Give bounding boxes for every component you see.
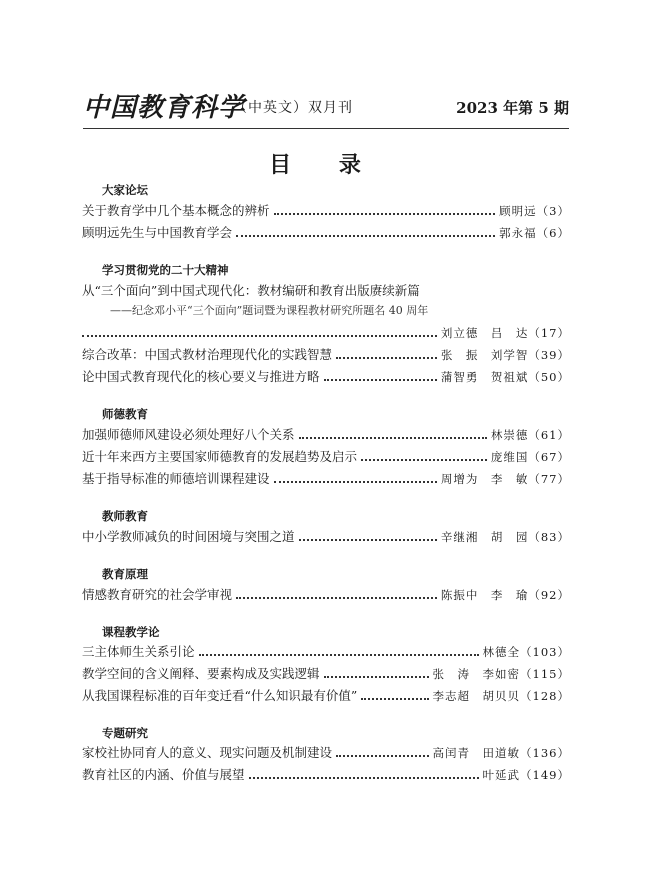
toc-entry[interactable] (82, 346, 570, 364)
entry-authors: 陈振中 李 瑜（92） (440, 588, 570, 602)
entry-subtitle: ——纪念邓小平“三个面向”题词暨为课程教材研究所题名 40 周年 (110, 304, 429, 317)
dot-leader (274, 481, 437, 483)
toc-entry[interactable] (82, 470, 570, 488)
toc-entry[interactable] (82, 324, 570, 342)
toc-entry[interactable] (82, 528, 570, 546)
entry-authors: 周增为 李 敏（77） (440, 472, 570, 486)
entry-authors: 张 涛 李如密（115） (432, 667, 570, 681)
section-heading: 师德教育 (102, 407, 148, 421)
entry-authors: 刘立德 吕 达（17） (440, 326, 570, 340)
section-heading: 教育原理 (102, 567, 148, 581)
entry-title: 家校社协同育人的意义、现实问题及机制建设 (82, 745, 333, 760)
entry-title: 论中国式教育现代化的核心要义与推进方略 (82, 369, 320, 384)
section-heading: 学习贯彻党的二十大精神 (102, 263, 229, 277)
toc-entry[interactable] (82, 368, 570, 386)
entry-authors: 郭永福（6） (499, 226, 570, 240)
entry-title: 基于指导标准的师德培训课程建设 (82, 471, 270, 486)
dot-leader (361, 698, 428, 700)
toc-entry[interactable] (82, 202, 570, 220)
dot-leader (336, 755, 429, 757)
journal-masthead: 中国教育科学 (83, 93, 246, 123)
entry-title: 情感教育研究的社会学审视 (82, 587, 233, 602)
toc-entry[interactable] (82, 766, 570, 784)
entry-authors: 顾明远（3） (499, 204, 570, 218)
entry-authors: 林崇德（61） (490, 428, 570, 442)
entry-authors: 林德全（103） (482, 645, 570, 659)
entry-title: 中小学教师减负的时间困境与突围之道 (82, 529, 295, 544)
entry-authors: 庞维国（67） (490, 450, 570, 464)
entry-authors: 叶延武（149） (482, 768, 570, 782)
entry-title: 教学空间的含义阐释、要素构成及实践逻辑 (82, 666, 320, 681)
dot-leader (249, 777, 479, 779)
entry-title[interactable]: 从“三个面向”到中国式现代化：教材编研和教育出版赓续新篇 (82, 283, 420, 298)
dot-leader (324, 676, 429, 678)
dot-leader (336, 357, 437, 359)
toc-entry[interactable] (82, 426, 570, 444)
toc-entry[interactable] (82, 744, 570, 762)
entry-title: 近十年来西方主要国家师德教育的发展趋势及启示 (82, 449, 358, 464)
dot-leader (324, 379, 437, 381)
section-heading: 教师教育 (102, 509, 148, 523)
dot-leader (274, 213, 496, 215)
entry-authors: 蒲智勇 贺祖斌（50） (440, 370, 570, 384)
entry-authors: 高闰青 田道敏（136） (432, 746, 570, 760)
issue-number: 2023 年第 5 期 (456, 99, 569, 117)
entry-title: 教育社区的内涵、价值与展望 (82, 767, 245, 782)
toc-entry[interactable] (82, 687, 570, 705)
journal-header (83, 92, 569, 129)
toc-entry[interactable] (82, 586, 570, 604)
entry-authors: 李志超 胡贝贝（128） (432, 689, 570, 703)
dot-leader (199, 654, 479, 656)
dot-leader (299, 539, 437, 541)
dot-leader (236, 235, 495, 237)
dot-leader (236, 597, 437, 599)
toc-entry[interactable] (82, 448, 570, 466)
dot-leader (299, 437, 487, 439)
toc-title: 目 录 (269, 153, 381, 178)
section-heading: 课程教学论 (102, 625, 160, 639)
entry-title: 顾明远先生与中国教育学会 (82, 225, 233, 240)
entry-title: 加强师德师风建设必须处理好八个关系 (82, 427, 295, 442)
entry-title: 从我国课程标准的百年变迁看“什么知识最有价值” (82, 688, 358, 703)
entry-authors: 张 振 刘学智（39） (440, 348, 570, 362)
journal-subtitle: （中英文）双月刊 (233, 100, 353, 116)
dot-leader (361, 459, 487, 461)
entry-title: 综合改革：中国式教材治理现代化的实践智慧 (82, 347, 333, 362)
entry-authors: 辛继湘 胡 园（83） (440, 530, 570, 544)
toc-entry[interactable] (82, 224, 570, 242)
dot-leader (82, 335, 437, 337)
entry-title: 三主体师生关系引论 (82, 644, 195, 659)
entry-title: 关于教育学中几个基本概念的辨析 (82, 203, 270, 218)
section-heading: 大家论坛 (102, 183, 148, 197)
toc-entry[interactable] (82, 665, 570, 683)
toc-entry[interactable] (82, 643, 570, 661)
section-heading: 专题研究 (102, 726, 148, 740)
